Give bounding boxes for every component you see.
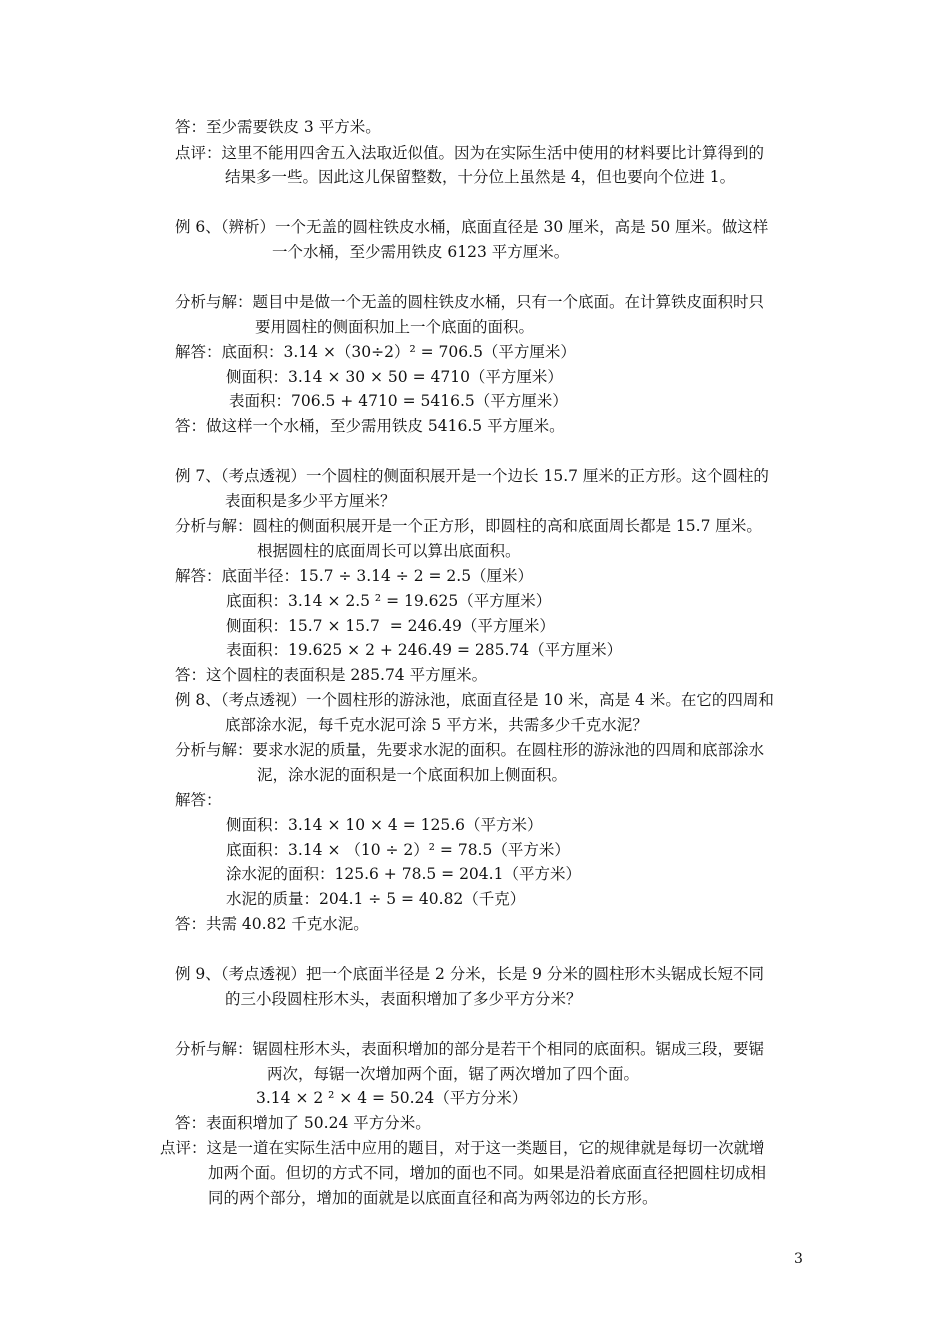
text-line: 答：这个圆柱的表面积是 285.74 平方厘米。 [175, 666, 488, 684]
text-line: 要用圆柱的侧面积加上一个底面的面积。 [255, 318, 535, 336]
text-line: 解答：底面半径：15.7 ÷ 3.14 ÷ 2 = 2.5（厘米） [175, 567, 534, 585]
text-line: 侧面积：3.14 × 10 × 4 = 125.6（平方米） [226, 816, 543, 834]
text-line: 答：做这样一个水桶，至少需用铁皮 5416.5 平方厘米。 [175, 417, 565, 435]
text-line: 底部涂水泥，每千克水泥可涂 5 平方米，共需多少千克水泥？ [225, 716, 648, 734]
text-line: 例 6、（辨析）一个无盖的圆柱铁皮水桶，底面直径是 30 厘米，高是 50 厘米。做这样 [175, 218, 769, 236]
text-line: 底面积：3.14 × （10 ÷ 2）² = 78.5（平方米） [226, 841, 570, 859]
text-line: 涂水泥的面积：125.6 + 78.5 = 204.1（平方米） [226, 865, 581, 883]
text-line: 点评：这是一道在实际生活中应用的题目，对于这一类题目，它的规律就是每切一次就增 [160, 1139, 765, 1157]
text-line: 例 9、（考点透视）把一个底面半径是 2 分米，长是 9 分米的圆柱形木头锯成长短不同 [175, 965, 764, 983]
text-line: 分析与解：要求水泥的质量，先要求水泥的面积。在圆柱形的游泳池的四周和底部涂水 [175, 741, 765, 759]
text-line: 点评：这里不能用四舍五入法取近似值。因为在实际生活中使用的材料要比计算得到的 [175, 144, 765, 162]
text-line: 3.14 × 2 ² × 4 = 50.24（平方分米） [256, 1089, 528, 1107]
text-line: 一个水桶，至少需用铁皮 6123 平方厘米。 [272, 243, 570, 261]
text-line: 表面积：19.625 × 2 + 246.49 = 285.74（平方厘米） [226, 641, 623, 659]
text-line: 泥，涂水泥的面积是一个底面积加上侧面积。 [257, 766, 568, 784]
text-line: 答：共需 40.82 千克水泥。 [175, 915, 369, 933]
text-line: 的三小段圆柱形木头，表面积增加了多少平方分米？ [225, 990, 582, 1008]
text-line: 底面积：3.14 × 2.5 ² = 19.625（平方厘米） [226, 592, 552, 610]
text-line: 例 7、（考点透视）一个圆柱的侧面积展开是一个边长 15.7 厘米的正方形。这个圆柱的 [175, 467, 769, 485]
text-line: 分析与解：题目中是做一个无盖的圆柱铁皮水桶，只有一个底面。在计算铁皮面积时只 [175, 293, 765, 311]
text-line: 分析与解：圆柱的侧面积展开是一个正方形，即圆柱的高和底面周长都是 15.7 厘米。 [175, 517, 762, 535]
text-line: 侧面积：15.7 × 15.7 = 246.49（平方厘米） [226, 617, 555, 635]
text-line: 表面积：706.5 + 4710 = 5416.5（平方厘米） [229, 392, 568, 410]
text-line: 答：至少需要铁皮 3 平方米。 [175, 118, 381, 136]
text-line: 解答：底面积：3.14 ×（30÷2）² = 706.5（平方厘米） [175, 343, 576, 361]
text-line: 答：表面积增加了 50.24 平方分米。 [175, 1114, 431, 1132]
text-line: 分析与解：锯圆柱形木头，表面积增加的部分是若干个相同的底面积。锯成三段，要锯 [175, 1040, 765, 1058]
page-number: 3 [794, 1251, 803, 1267]
text-line: 水泥的质量：204.1 ÷ 5 = 40.82（千克） [226, 890, 526, 908]
text-line: 两次，每锯一次增加两个面，锯了两次增加了四个面。 [267, 1065, 640, 1083]
text-line: 例 8、（考点透视）一个圆柱形的游泳池，底面直径是 10 米，高是 4 米。在它的四周和 [175, 691, 774, 709]
text-line: 结果多一些。因此这儿保留整数，十分位上虽然是 4，但也要向个位进 1。 [225, 168, 736, 186]
text-line: 解答： [175, 791, 222, 809]
text-line: 根据圆柱的底面周长可以算出底面积。 [257, 542, 521, 560]
text-line: 表面积是多少平方厘米？ [225, 492, 396, 510]
text-line: 加两个面。但切的方式不同，增加的面也不同。如果是沿着底面直径把圆柱切成相 [208, 1164, 767, 1182]
text-line: 侧面积：3.14 × 30 × 50 = 4710（平方厘米） [226, 368, 563, 386]
text-line: 同的两个部分，增加的面就是以底面直径和高为两邻边的长方形。 [208, 1189, 658, 1207]
